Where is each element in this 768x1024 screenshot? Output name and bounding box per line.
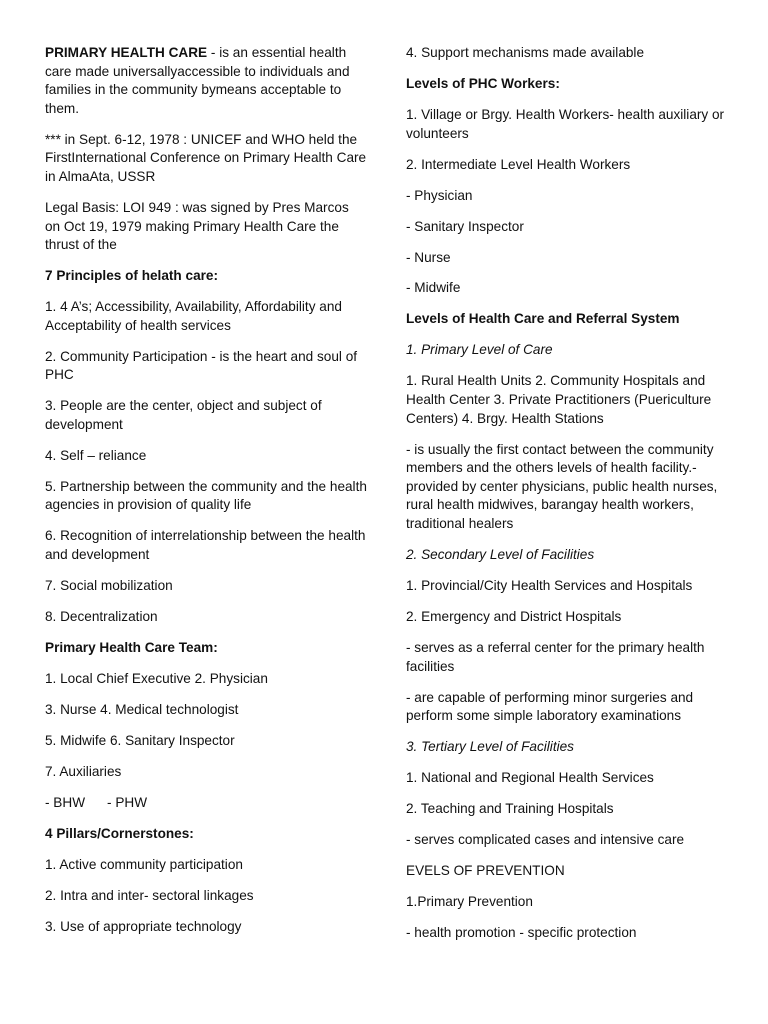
worker-item: 1. Village or Brgy. Health Workers- health auxiliary or volunteers: [406, 106, 725, 141]
prevention-item: - health promotion - specific protection: [406, 924, 637, 940]
principles-heading: 7 Principles of helath care:: [45, 268, 219, 284]
secondary-level-heading: 2. Secondary Level of Facilities: [406, 546, 595, 562]
primary-level-item: 1. Rural Health Units 2. Community Hospitals and Health Center 3. Private Practitioners (Puericulture Centers) 4. Brgy. Health Stations: [406, 373, 712, 426]
legal-basis-paragraph: Legal Basis: LOI 949 : was signed by Pres Marcos on Oct 19, 1979 making Primary Health Care the thrust of the: [45, 199, 349, 253]
pillar-item: 3. Use of appropriate technology: [45, 918, 242, 934]
tertiary-level-item: - serves complicated cases and intensive care: [406, 832, 685, 848]
auxiliaries-line: [45, 794, 367, 813]
prevention-heading: EVELS OF PREVENTION: [406, 863, 565, 879]
secondary-level-item: 2. Emergency and District Hospitals: [406, 608, 622, 624]
pillar-item: 1. Active community participation: [45, 856, 243, 872]
principle-item: 8. Decentralization: [45, 608, 158, 624]
tertiary-level-item: 2. Teaching and Training Hospitals: [406, 801, 614, 817]
pillar-item: 2. Intra and inter- sectoral linkages: [45, 887, 254, 903]
worker-item: 2. Intermediate Level Health Workers: [406, 156, 631, 172]
intro-term: PRIMARY HEALTH CARE: [45, 45, 208, 60]
workers-heading: Levels of PHC Workers:: [406, 75, 560, 91]
principle-item: 7. Social mobilization: [45, 577, 173, 593]
team-item: 5. Midwife 6. Sanitary Inspector: [45, 732, 235, 748]
principle-item: 2. Community Participation - is the heart and soul of PHC: [45, 348, 358, 383]
principle-item: 1. 4 A’s; Accessibility, Availability, Affordability and Acceptability of health services: [45, 299, 342, 333]
pillars-heading: 4 Pillars/Cornerstones:: [45, 825, 194, 841]
primary-level-item: - is usually the first contact between the community members and the others levels of health facility.- provided by center physicians, public health nurses, rural health midwives, barangay health workers, traditional healers: [406, 441, 718, 531]
team-item: 7. Auxiliaries: [45, 763, 122, 779]
aux-bhw: - BHW: [45, 794, 86, 810]
prevention-item: 1.Primary Prevention: [406, 894, 533, 909]
secondary-level-item: - serves as a referral center for the primary health facilities: [406, 639, 705, 674]
right-column: [406, 44, 730, 955]
pillar-item: 4. Support mechanisms made available: [406, 45, 645, 60]
intro-paragraph: [45, 44, 367, 118]
principle-item: 5. Partnership between the community and the health agencies in provision of quality life: [45, 478, 367, 513]
primary-level-heading: 1. Primary Level of Care: [406, 342, 553, 358]
principle-item: 4. Self – reliance: [45, 447, 147, 463]
secondary-level-item: 1. Provincial/City Health Services and Hospitals: [406, 577, 693, 593]
worker-item: - Physician: [406, 187, 473, 203]
worker-item: - Nurse: [406, 249, 451, 265]
worker-item: - Sanitary Inspector: [406, 218, 524, 234]
principle-item: 6. Recognition of interrelationship between the health and development: [45, 528, 366, 562]
referral-heading: Levels of Health Care and Referral System: [406, 311, 680, 327]
tertiary-level-heading: 3. Tertiary Level of Facilities: [406, 739, 574, 755]
principle-item: 3. People are the center, object and subject of development: [45, 398, 322, 432]
team-item: 1. Local Chief Executive 2. Physician: [45, 670, 268, 686]
team-item: 3. Nurse 4. Medical technologist: [45, 701, 239, 717]
aux-phw: - PHW: [107, 794, 148, 810]
secondary-level-item: - are capable of performing minor surgeries and perform some simple laboratory examinations: [406, 689, 694, 724]
worker-item: - Midwife: [406, 280, 461, 296]
tertiary-level-item: 1. National and Regional Health Services: [406, 770, 654, 786]
left-column: [45, 44, 367, 949]
alma-ata-paragraph: *** in Sept. 6-12, 1978 : UNICEF and WHO held the FirstInternational Conference on Primary Health Care in AlmaAta, USSR: [45, 131, 367, 184]
team-heading: Primary Health Care Team:: [45, 639, 218, 655]
intro-definition: - is an essential health care made universallyaccessible to individuals and families in the community bymeans acceptable to them.: [45, 45, 350, 116]
